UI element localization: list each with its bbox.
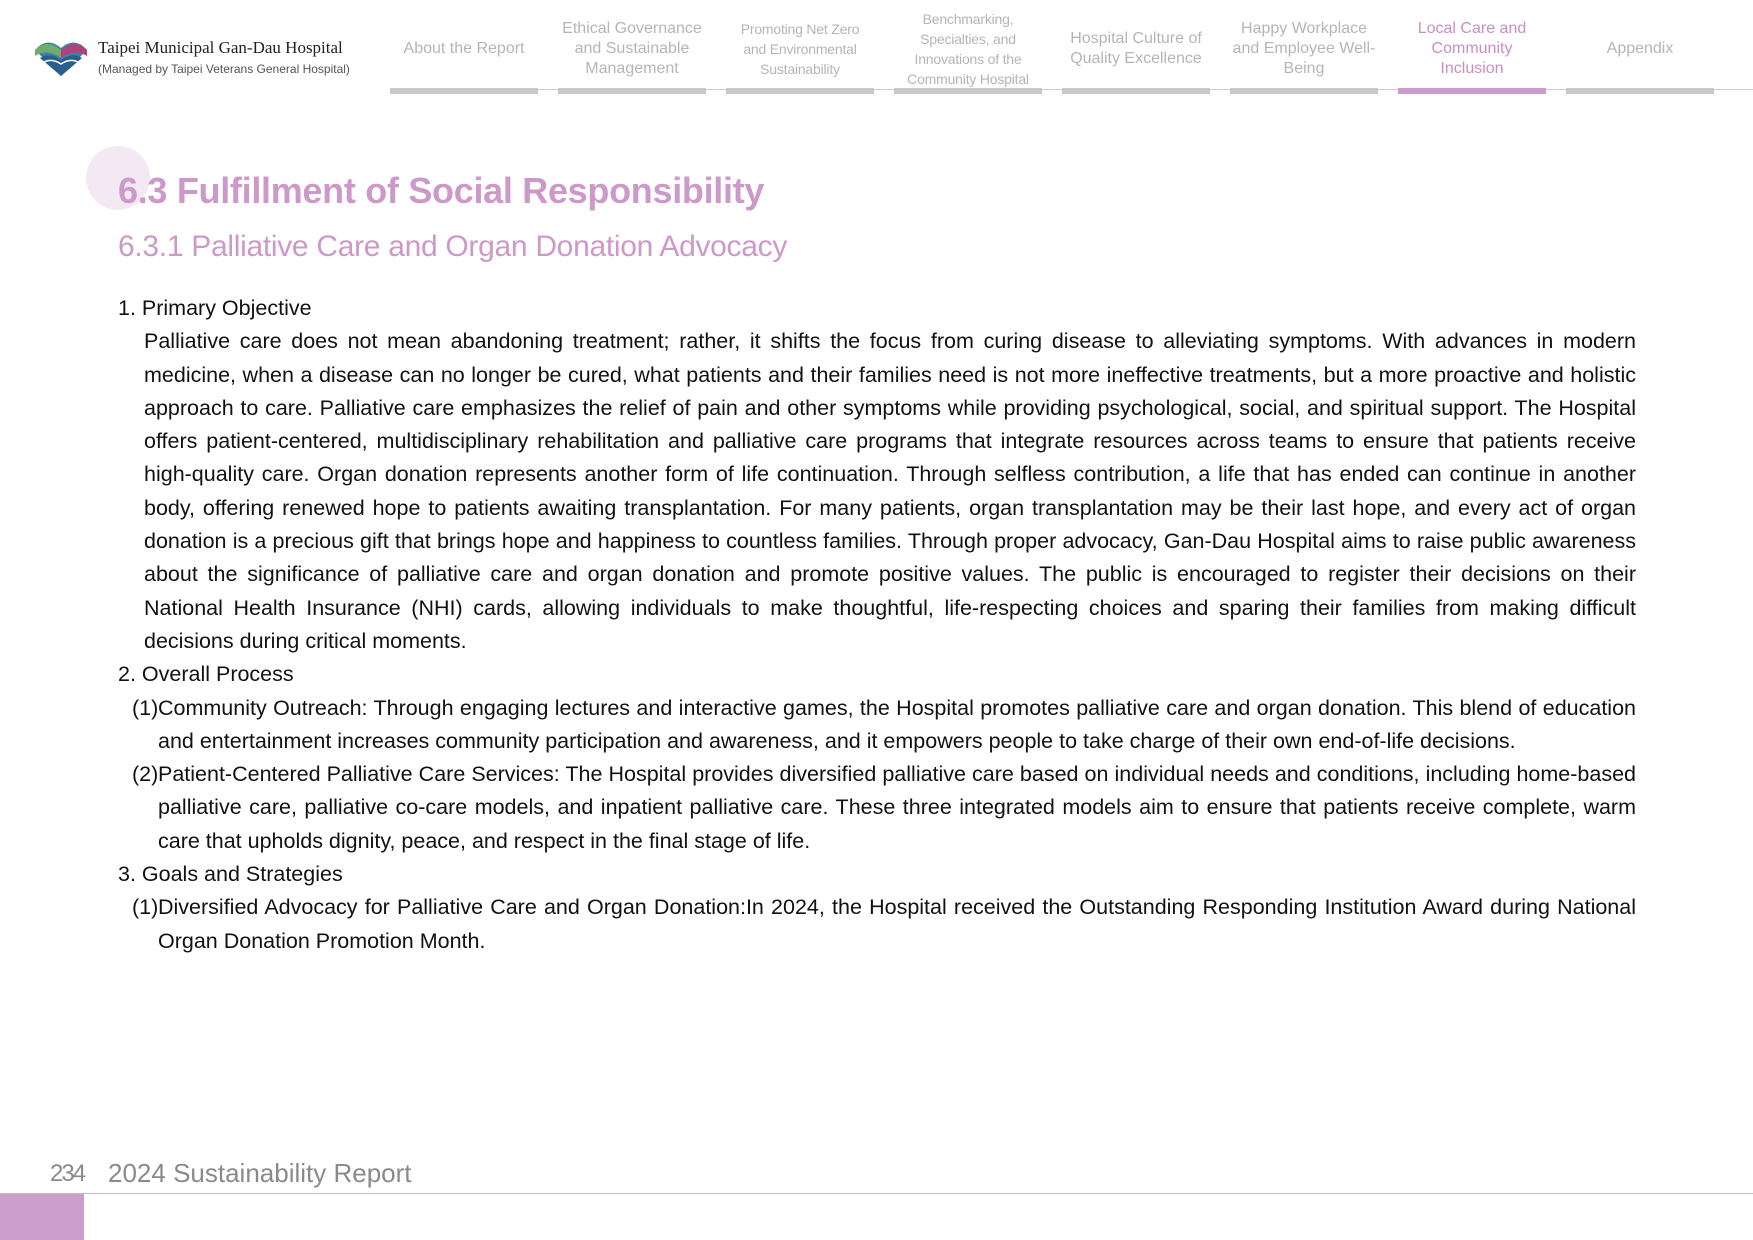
paragraph-primary-objective: Palliative care does not mean abandoning treatment; rather, it shifts the focus from curing disease to alleviating symptoms. With advances in modern medicine, when a disease can no longer be cured, what patients and their families need is not more ineffective treatments, but a more proactive and holistic approach to care. Palliative care emphasizes the relief of pain and other symptoms while providing psychological, social, and spiritual support. The Hospital offers patient-centered, multidisciplinary rehabilitation and palliative care programs that integrate resources across teams to ensure that patients receive high-quality care. Organ donation represents another form of life continuation. Through selfless contribution, a life that has ended can continue in another body, offering renewed hope to patients awaiting transplantation. For many patients, organ transplantation may be their last hope, and every act of organ donation is a precious gift that brings hope and happiness to countless families. Through proper advocacy, Gan-Dau Hospital aims to raise public awareness about the significance of palliative care and organ donation and promote positive values. The public is encouraged to register their decisions on their National Health Insurance (NHI) cards, allowing individuals to make thoughtful, life-respecting choices and sparing their families from making difficult decisions during critical moments. [144, 329, 1636, 653]
nav-tab-hospital-culture[interactable] [1062, 0, 1210, 94]
nav-tab-bar [558, 88, 706, 94]
nav-tab-ethical-governance[interactable] [558, 0, 706, 94]
nav-tab-about-report[interactable] [390, 0, 538, 94]
nav-tab-label: Ethical Governance and Sustainable Management [562, 20, 702, 77]
nav-tab-label: Local Care and Community Inclusion [1417, 20, 1527, 77]
nav-tab-label: Happy Workplace and Employee Well-Being [1232, 20, 1376, 77]
footer-divider [0, 1193, 1753, 1194]
nav-tab-bar [894, 88, 1042, 94]
chapter-nav [390, 0, 1734, 94]
list-item-text: Community Outreach: Through engaging lectures and interactive games, the Hospital promotes palliative care and organ donation. This blend of education and entertainment increases community participation and awareness, and it empowers people to take charge of their own end-of-life decisions. [158, 695, 1636, 753]
list-item-text: Patient-Centered Palliative Care Services: The Hospital provides diversified palliative care based on individual needs and conditions, including home-based palliative care, palliative co-care models, and inpatient palliative care. These three integrated models aim to ensure that patients receive complete, warm care that upholds dignity, peace, and respect in the final stage of life. [158, 762, 1636, 853]
heading-goals-strategies: 3. Goals and Strategies [118, 862, 343, 887]
main-content [118, 292, 1636, 958]
nav-tab-bar [726, 88, 874, 94]
nav-tab-benchmarking[interactable] [894, 0, 1042, 94]
nav-tab-label: About the Report [403, 40, 525, 57]
footer-accent-block [0, 1194, 84, 1240]
nav-tab-appendix[interactable] [1566, 0, 1714, 94]
list-item-number: (2) [132, 762, 159, 787]
nav-tab-label: Promoting Net Zero and Environmental Sustainability [740, 21, 860, 77]
nav-tab-bar [1566, 88, 1714, 94]
hospital-name: Taipei Municipal Gan-Dau Hospital [98, 38, 343, 57]
list-item [132, 758, 1636, 858]
list-item-number: (1) [132, 695, 159, 720]
nav-tab-bar [390, 88, 538, 94]
hospital-logo-icon [32, 32, 90, 80]
heading-overall-process: 2. Overall Process [118, 662, 294, 687]
list-item-number: (1) [132, 895, 159, 920]
nav-tab-label: Appendix [1606, 40, 1674, 57]
subsection-title: 6.3.1 Palliative Care and Organ Donation Advocacy [118, 230, 788, 263]
nav-tab-label: Benchmarking, Specialties, and Innovations of the Community Hospital [907, 11, 1029, 87]
hospital-brand [98, 38, 350, 76]
nav-tab-label: Hospital Culture of Quality Excellence [1070, 30, 1202, 67]
list-item-text: Diversified Advocacy for Palliative Care and Organ Donation:In 2024, the Hospital received the Outstanding Responding Institution Award during National Organ Donation Promotion Month. [158, 895, 1636, 953]
nav-tab-local-care[interactable] [1398, 0, 1546, 94]
hospital-subtitle: (Managed by Taipei Veterans General Hospital) [98, 62, 350, 76]
nav-tab-bar [1062, 88, 1210, 94]
heading-primary-objective: 1. Primary Objective [118, 296, 312, 320]
nav-tab-bar [1398, 88, 1546, 94]
list-item [132, 692, 1636, 759]
page-header [0, 0, 1753, 100]
nav-tab-bar [1230, 88, 1378, 94]
report-title: 2024 Sustainability Report [108, 1158, 412, 1188]
page-number: 234 [50, 1160, 85, 1187]
list-item [132, 891, 1636, 958]
nav-tab-net-zero[interactable] [726, 0, 874, 94]
section-title: 6.3 Fulfillment of Social Responsibility [118, 170, 765, 211]
nav-tab-happy-workplace[interactable] [1230, 0, 1378, 94]
